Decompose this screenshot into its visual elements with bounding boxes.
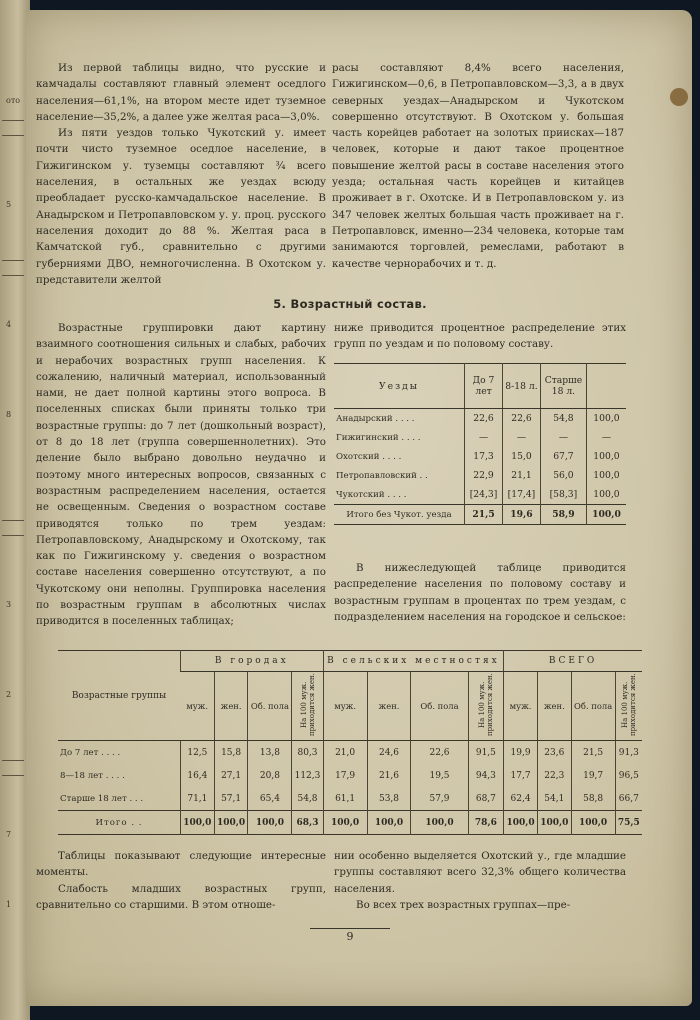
table-cell: 21,6	[367, 764, 411, 787]
table-cell: 58,9	[540, 505, 586, 525]
table-cell: 17,7	[504, 764, 538, 787]
table-subheader: Об. пола	[411, 672, 468, 741]
paragraph: Таблицы показывают следующие интересные моменты.	[36, 850, 326, 879]
table-cell: 100,0	[411, 811, 468, 835]
table-cell: 21,0	[323, 741, 367, 765]
table-cell: 54,8	[540, 409, 586, 429]
table-cell: 13,8	[248, 741, 292, 765]
table-cell: 12,5	[181, 741, 215, 765]
text-column-left-bottom	[36, 848, 326, 913]
text-column-right-bottom	[334, 848, 626, 913]
table-subheader: Об. пола	[571, 672, 615, 741]
table-cell: [58,3]	[540, 485, 586, 505]
table-cell: 58,8	[571, 787, 615, 811]
table-cell: 75,5	[615, 811, 642, 835]
prev-page-rule	[2, 520, 24, 536]
paragraph: нии особенно выделяется Охотский у., где младшие группы составляют всего 32,3% общего количества населения.	[334, 850, 626, 895]
vertical-header-text: На 100 муж. приходится жен.	[477, 673, 494, 737]
prev-page-rule	[2, 260, 24, 276]
paragraph: расы составляют 8,4% всего населения, Гижигинском—0,6, в Петропавловском—3,3, а в двух северных уездах—Анадырском и Чукотском совершенно отсутствуют. В Охотском у. большая часть корейцев работает на золотых приисках—187 человек, которые и дают такое процентное повышение желтой расы в составе населения этого уезда; остальная часть корейцев и китайцев проживает в г. Охотске. И в Петропавловском у. из 347 человек желтых большая часть проживает на г. Петропавловск, именно—234 человека, которые там занимаются торговлей, ремеслами, работают в качестве чернорабочих и т. д.	[332, 62, 624, 270]
vertical-header-text: На 100 муж. приходится жен.	[620, 673, 637, 737]
table-subheader: жен.	[537, 672, 571, 741]
table-group-header: В сельских местностях	[323, 651, 504, 672]
table-row-label: Гижигинский . . . .	[336, 432, 421, 443]
table-row	[334, 447, 626, 466]
table-row-label: Чукотский . . . .	[336, 489, 407, 500]
page-number-rule	[310, 928, 390, 929]
table-header-cell: Уезды	[334, 364, 465, 409]
table-cell: 15,8	[214, 741, 248, 765]
table-row	[334, 485, 626, 505]
prev-page-rule	[2, 760, 24, 776]
table-cell: 91,5	[468, 741, 504, 765]
table-cell: 100,0	[537, 811, 571, 835]
table-total-row	[58, 811, 642, 835]
table-cell: 100,0	[504, 811, 538, 835]
table-header-cell: 8-18 л.	[503, 364, 541, 409]
table-cell: 100,0	[367, 811, 411, 835]
paragraph: В нижеследующей таблице приводится распределение населения по половому составу и возрастным группам в процентах по трем уездам, с подразделением населения на городское и сельское:	[334, 562, 626, 623]
table-cell: 19,6	[503, 505, 541, 525]
table-cell: 19,5	[411, 764, 468, 787]
table-subheader: жен.	[214, 672, 248, 741]
table-row-label: Анадырский . . . .	[336, 413, 415, 424]
table-header-cell: До 7 лет	[465, 364, 503, 409]
table-cell: 54,8	[292, 787, 323, 811]
table-cell: —	[540, 428, 586, 447]
table-subheader: жен.	[367, 672, 411, 741]
table-cell: 65,4	[248, 787, 292, 811]
table-cell: 78,6	[468, 811, 504, 835]
table-row-label: 8—18 лет . . . .	[60, 770, 125, 781]
table-cell: 100,0	[586, 447, 626, 466]
table-cell: 21,1	[503, 466, 541, 485]
table-subheader: муж.	[504, 672, 538, 741]
prev-page-tick: 4	[6, 320, 12, 329]
table-cell: 57,1	[214, 787, 248, 811]
table-subheader	[468, 672, 504, 741]
table-cell: 21,5	[571, 741, 615, 765]
table-cell: —	[465, 428, 503, 447]
table-cell: 94,3	[468, 764, 504, 787]
table-cell: 19,9	[504, 741, 538, 765]
table-cell: 67,7	[540, 447, 586, 466]
table-row	[334, 466, 626, 485]
page-number: 9	[346, 930, 354, 943]
prev-page-rule	[2, 120, 24, 136]
text-column-right-lower	[334, 560, 626, 625]
table-cell: —	[503, 428, 541, 447]
paragraph: Из первой таблицы видно, что русские и камчадалы составляют главный элемент оседлого населения—61,1%, на втором месте идет туземное население—35,2%, а далее уже желтая раса—3,0%.	[36, 62, 326, 123]
table-cell: 21,5	[465, 505, 503, 525]
table-subheader	[292, 672, 323, 741]
prev-page-tick: 2	[6, 690, 12, 699]
table-row-label: Старше 18 лет . . .	[60, 793, 144, 804]
text-column-left-middle	[36, 320, 326, 630]
table-row	[58, 764, 642, 787]
table-subheader: муж.	[323, 672, 367, 741]
table-cell: 56,0	[540, 466, 586, 485]
table-cell: 19,7	[571, 764, 615, 787]
table-row-label: Итого без Чукот. уезда	[334, 505, 465, 525]
table-group-header: В городах	[181, 651, 324, 672]
table-cell: 17,3	[465, 447, 503, 466]
table-cell: 22,6	[411, 741, 468, 765]
table-cell: 91,3	[615, 741, 642, 765]
prev-page-tick: 8	[6, 410, 12, 419]
table-cell: 100,0	[586, 505, 626, 525]
table-cell: 71,1	[181, 787, 215, 811]
table-cell: 112,3	[292, 764, 323, 787]
table-cell: 53,8	[367, 787, 411, 811]
table-cell: 100,0	[323, 811, 367, 835]
table-cell: 80,3	[292, 741, 323, 765]
table-subheader: Об. пола	[248, 672, 292, 741]
table-group-header: ВСЕГО	[504, 651, 642, 672]
paragraph: Из пяти уездов только Чукотский у. имеет почти чисто туземное оседлое население, в Гижигинском у. туземцы составляют ¾ всего населения, в остальных же уездах всюду преобладает русско-камчадальское население. В Анадырском и Петропавловском у. у. проц. русского населения доходит до 88 %. Желтая раса в Камчатской губ., сравнительно с другими губерниями ДВО, немногочисленна. В Охотском у. представители желтой	[36, 127, 326, 286]
text-column-left-top	[36, 60, 326, 288]
table-cell: 100,0	[571, 811, 615, 835]
table-cell: 68,7	[468, 787, 504, 811]
table-cell: 66,7	[615, 787, 642, 811]
paper-stain	[670, 88, 688, 106]
table-row-label: Охотский . . . .	[336, 451, 402, 462]
table-row	[58, 787, 642, 811]
table-cell: 61,1	[323, 787, 367, 811]
table-subheader: муж.	[181, 672, 215, 741]
table-cell: 22,3	[537, 764, 571, 787]
table-subheader	[615, 672, 642, 741]
table-cell: 100,0	[586, 485, 626, 505]
prev-page-tick: 7	[6, 830, 12, 839]
table-cell: —	[586, 428, 626, 447]
table-cell: 20,8	[248, 764, 292, 787]
prev-page-tick: ото	[6, 96, 21, 105]
table-cell: 96,5	[615, 764, 642, 787]
age-sex-urban-rural-table	[58, 650, 642, 835]
table-row-label: Петропавловский . .	[336, 470, 428, 481]
table-row-label: До 7 лет . . . .	[60, 747, 121, 758]
table-cell: 15,0	[503, 447, 541, 466]
table-row-label: Итого . .	[58, 811, 181, 835]
table-cell: 27,1	[214, 764, 248, 787]
paragraph: Слабость младших возрастных групп, сравнительно со старшими. В этом отноше-	[36, 882, 326, 911]
table-cell: 57,9	[411, 787, 468, 811]
paragraph: ниже приводится процентное распределение этих групп по уездам и по половому составу.	[334, 322, 626, 351]
age-by-county-table	[334, 363, 626, 525]
table-cell: 54,1	[537, 787, 571, 811]
table-total-row	[334, 505, 626, 525]
table-header-cell: Возрастные группы	[58, 651, 181, 741]
table-cell: 22,9	[465, 466, 503, 485]
vertical-header-text: На 100 муж. приходится жен.	[299, 673, 316, 737]
prev-page-tick: 5	[6, 200, 12, 209]
table-cell: 23,6	[537, 741, 571, 765]
section-heading: 5. Возрастный состав.	[273, 297, 427, 311]
table-cell: 62,4	[504, 787, 538, 811]
table-row	[58, 741, 642, 765]
table-cell: 68,3	[292, 811, 323, 835]
prev-page-tick: 1	[6, 900, 12, 909]
table-cell: [24,3]	[465, 485, 503, 505]
table-cell: 22,6	[465, 409, 503, 429]
paragraph: Во всех трех возрастных группах—пре-	[356, 898, 571, 911]
table-cell: 100,0	[214, 811, 248, 835]
table-cell: 100,0	[586, 466, 626, 485]
table-cell: 100,0	[181, 811, 215, 835]
table-cell: [17,4]	[503, 485, 541, 505]
table-row	[334, 428, 626, 447]
table-row	[334, 409, 626, 429]
paragraph: Возрастные группировки дают картину взаимного соотношения сильных и слабых, рабочих и нерабочих возрастных групп населения. К сожалению, наличный материал, использованный нами, не дает полной картины этого вопроса. В поселенных списках были приняты только три возрастные группы: до 7 лет (дошкольный возраст), от 8 до 18 лет (группа совершеннолетних). Это деление было выбрано довольно неудачно и поэтому много интересных вопросов, связанных с возрастным распределением населения, остается не освещенным. Сведения о возрастном составе приводятся только по трем уездам: Петропавловскому, Анадырскому и Охотскому, так как по Гижигинскому у. сведения о возрастном составе населения совершенно отсутствуют, а по Чукотскому они неполны. Группировка населения по возрастным группам в абсолютных числах приводится в поселенных таблицах;	[36, 322, 326, 628]
prev-page-tick: 3	[6, 600, 12, 609]
table-cell: 17,9	[323, 764, 367, 787]
table-cell: 100,0	[586, 409, 626, 429]
table-cell: 100,0	[248, 811, 292, 835]
table-cell: 24,6	[367, 741, 411, 765]
table-header-cell: Старше 18 л.	[540, 364, 586, 409]
text-column-right-top	[332, 60, 624, 272]
table-header-cell	[586, 364, 626, 409]
table-cell: 22,6	[503, 409, 541, 429]
text-column-right-middle	[334, 320, 626, 353]
table-cell: 16,4	[181, 764, 215, 787]
